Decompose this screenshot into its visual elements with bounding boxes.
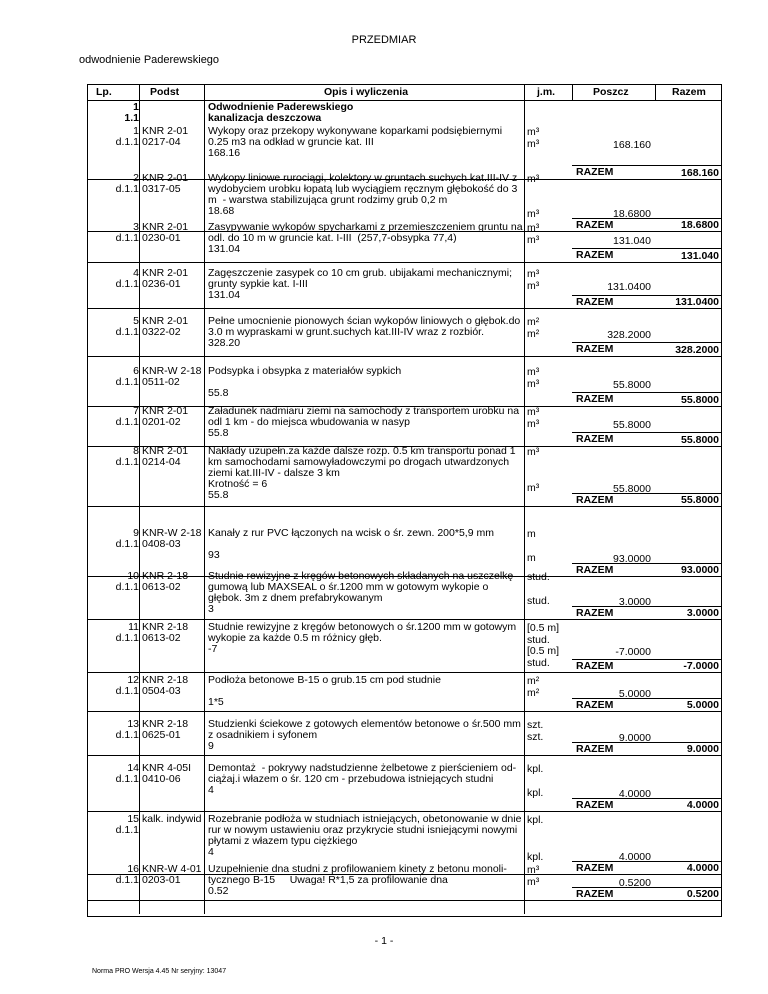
razem-label: RAZEM <box>576 743 614 755</box>
item-jm: m³ <box>527 366 540 378</box>
intro-lp-1: 1 <box>133 101 139 113</box>
item-lp: 2 d.1.1 <box>115 172 139 195</box>
col-opis-header: Opis i wyliczenia <box>324 86 409 98</box>
item-jm: stud. <box>527 595 550 607</box>
item-jm: [0.5 m] stud. <box>527 645 560 669</box>
item-poszczegolne: 0.5200 <box>618 877 651 889</box>
row-divider <box>88 619 721 620</box>
item-jm: m³ <box>527 222 540 234</box>
item-poszczegolne: 328.2000 <box>607 329 651 341</box>
item-jm: szt. <box>527 731 544 743</box>
razem-label: RAZEM <box>576 249 614 261</box>
row-divider <box>88 506 721 507</box>
item-razem: 5.0000 <box>686 699 719 711</box>
item-razem: 4.0000 <box>686 799 719 811</box>
item-razem: 9.0000 <box>686 743 719 755</box>
razem-label: RAZEM <box>576 494 614 506</box>
table-row <box>88 221 721 267</box>
item-jm: m² <box>527 316 540 328</box>
razem-label: RAZEM <box>576 699 614 711</box>
item-podstawa: KNR 2-01 0230-01 <box>142 221 189 244</box>
table-row <box>88 718 721 762</box>
intro-subtitle: kanalizacja deszczowa <box>208 112 322 124</box>
item-opis: Kanały z rur PVC łączonych na wcisk o śr. zewn. 200*5,9 mm 93 <box>208 527 494 561</box>
razem-label: RAZEM <box>576 799 614 811</box>
item-jm: kpl. <box>527 763 544 775</box>
razem-label: RAZEM <box>576 862 614 874</box>
item-opis: Rozebranie podłoża w studniach istniejących, obetonowanie w dnie rur w nowym ustawieniu oraz przykrycie studni isniejącymi nowymi płytami z włazem typu ciężkiego 4 <box>208 813 522 858</box>
row-divider <box>88 900 721 901</box>
item-razem: 131.0400 <box>675 296 719 308</box>
item-jm: kpl. <box>527 787 544 799</box>
item-poszczegolne: 168.160 <box>613 139 651 151</box>
item-podstawa: KNR 2-01 0317-05 <box>142 172 189 195</box>
item-jm: m³ <box>527 126 540 138</box>
row-divider <box>88 308 721 309</box>
razem-label: RAZEM <box>576 660 614 672</box>
item-podstawa: KNR 2-01 0236-01 <box>142 267 189 290</box>
razem-label: RAZEM <box>576 888 614 900</box>
item-lp: 13 d.1.1 <box>115 718 139 741</box>
razem-label: RAZEM <box>576 433 614 445</box>
item-razem: 55.8000 <box>681 494 719 506</box>
item-lp: 1 d.1.1 <box>115 125 139 148</box>
intro-lp-2: 1.1 <box>124 112 139 124</box>
item-lp: 7 d.1.1 <box>115 405 139 428</box>
item-podstawa: KNR 2-01 0214-04 <box>142 445 189 468</box>
item-razem: 4.0000 <box>686 862 719 874</box>
item-podstawa: KNR 2-18 0613-02 <box>142 570 189 593</box>
item-opis: Wykopy liniowe rurociągi, kolektory w gruntach suchych kat.III-IV z wydobyciem urobku łopatą lub wyciągiem ręcznym głębokość do 3 m - warstwa stabilizująca grunt rodzimy grub 0,2 m 18.68 <box>208 172 518 217</box>
item-razem: 18.6800 <box>681 219 719 231</box>
item-jm: m³ <box>527 280 540 292</box>
item-podstawa: KNR 2-01 0322-02 <box>142 315 189 338</box>
item-podstawa: KNR 2-18 0625-01 <box>142 718 189 741</box>
col-divider <box>655 85 656 100</box>
item-jm: m³ <box>527 208 540 220</box>
item-lp: 8 d.1.1 <box>115 445 139 468</box>
row-divider <box>88 262 721 263</box>
item-poszczegolne: 4.0000 <box>618 851 651 863</box>
item-podstawa: KNR 2-18 0504-03 <box>142 674 189 697</box>
item-razem: 328.2000 <box>675 344 719 356</box>
table-row <box>88 125 721 179</box>
item-razem: 3.0000 <box>686 607 719 619</box>
razem-label: RAZEM <box>576 219 614 231</box>
page-number: - 1 - <box>374 935 394 947</box>
item-poszczegolne: 55.8000 <box>613 419 651 431</box>
document-subtitle: odwodnienie Paderewskiego <box>79 54 220 66</box>
document-title: PRZEDMIAR <box>351 34 417 46</box>
item-jm: m³ <box>527 864 540 876</box>
razem-label: RAZEM <box>576 166 614 178</box>
item-lp: 5 d.1.1 <box>115 315 139 338</box>
item-poszczegolne: 18.6800 <box>613 208 651 220</box>
item-lp: 16 d.1.1 <box>115 863 139 886</box>
row-divider <box>88 711 721 712</box>
table-row <box>88 621 721 674</box>
intro-title: Odwodnienie Paderewskiego <box>208 101 354 113</box>
item-razem: 55.8000 <box>681 434 719 446</box>
item-lp: 12 d.1.1 <box>115 674 139 697</box>
item-jm: kpl. <box>527 851 544 863</box>
item-jm: m³ <box>527 378 540 390</box>
item-podstawa: KNR-W 4-01 0203-01 <box>142 863 202 886</box>
item-poszczegolne: 55.8000 <box>613 483 651 495</box>
item-opis: Studnie rewizyjne z kręgów betonowych o śr.1200 mm w gotowym wykopie za każde 0.5 m różnicy głęb. -7 <box>208 621 517 655</box>
item-opis: Uzupełnienie dna studni z profilowaniem kinety z betonu monoli- tycznego B-15 Uwaga! R*1,5 za profilowanie dna 0.52 <box>208 863 507 897</box>
table-row <box>88 315 721 365</box>
item-podstawa: kalk. indywid <box>142 813 202 825</box>
razem-label: RAZEM <box>576 564 614 576</box>
item-opis: Załadunek nadmiaru ziemi na samochody z transportem urobku na odl 1 km - do miejsca wbudowania w nasyp 55.8 <box>208 405 520 439</box>
col-podst-header: Podst <box>150 86 180 98</box>
item-jm: m³ <box>527 446 540 458</box>
row-divider <box>88 356 721 357</box>
col-lp-header: Lp. <box>96 86 112 98</box>
item-opis: Podsypka i obsypka z materiałów sypkich 55.8 <box>208 365 402 399</box>
item-poszczegolne: 5.0000 <box>618 688 651 700</box>
item-poszczegolne: 131.0400 <box>607 281 651 293</box>
item-lp: 14 d.1.1 <box>115 762 139 785</box>
item-poszczegolne: 93.0000 <box>613 553 651 565</box>
item-opis: Zagęszczenie zasypek co 10 cm grub. ubijakami mechanicznymi; grunty sypkie kat. I-III 131.04 <box>208 267 513 301</box>
razem-label: RAZEM <box>576 393 614 405</box>
item-lp: 6 d.1.1 <box>115 365 139 388</box>
item-podstawa: KNR 2-18 0613-02 <box>142 621 189 644</box>
item-lp: 3 d.1.1 <box>115 221 139 244</box>
razem-label: RAZEM <box>576 296 614 308</box>
item-razem: -7.0000 <box>683 660 719 672</box>
item-jm: m³ <box>527 482 540 494</box>
item-jm: m² <box>527 328 540 340</box>
item-opis: Wykopy oraz przekopy wykonywane koparkami podsiębiernymi 0.25 m3 na odkład w gruncie kat. III 168.16 <box>208 125 503 159</box>
item-opis: Podłoża betonowe B-15 o grub.15 cm pod studnie 1*5 <box>208 674 441 708</box>
software-note: Norma PRO Wersja 4.45 Nr seryjny: 13047 <box>92 968 227 975</box>
row-divider <box>88 755 721 756</box>
table-row <box>88 527 721 576</box>
item-razem: 93.0000 <box>681 564 719 576</box>
item-podstawa: KNR-W 2-18 0408-03 <box>142 527 202 550</box>
table-row <box>88 445 721 526</box>
col-jm-header: j.m. <box>537 86 556 98</box>
item-razem: 55.8000 <box>681 394 719 406</box>
item-jm: m³ <box>527 418 540 430</box>
item-opis: Studzienki ściekowe z gotowych elementów betonowe o śr.500 mm z osadnikiem i syfonem 9 <box>208 718 521 752</box>
item-podstawa: KNR 2-01 0217-04 <box>142 125 189 148</box>
item-jm: m³ <box>527 234 540 246</box>
item-lp: 10 d.1.1 <box>115 570 139 593</box>
item-opis: Pełne umocnienie pionowych ścian wykopów liniowych o głębok.do 3.0 m wypraskami w grunt.suchych kat.III-IV wraz z rozbiór. 328.20 <box>208 315 521 349</box>
col-divider <box>572 85 573 100</box>
item-opis: Studnie rewizyjne z kręgów betonowych składanych na uszczelkę gumową lub MAXSEAL o śr.1200 mm w gotowym wykopie o głębok. 3m z dnem prefabrykowanym 3 <box>208 570 514 615</box>
item-jm: [0.5 m] stud. <box>527 622 560 646</box>
item-jm: kpl. <box>527 814 544 826</box>
item-poszczegolne: 131.040 <box>613 235 651 247</box>
table-row <box>88 172 721 231</box>
col-razem-header: Razem <box>672 86 706 98</box>
estimate-table <box>87 84 722 917</box>
table-row <box>88 762 721 813</box>
item-poszczegolne: -7.0000 <box>615 646 651 658</box>
item-opis: Nakłady uzupełn.za każde dalsze rozp. 0.5 km transportu ponad 1 km samochodami samowyładowczymi po drogach utwardzonych ziemi kat.III-IV - dalsze 3 km Krotność = 6 55.8 <box>208 445 516 501</box>
table-row <box>88 570 721 621</box>
table-header <box>88 85 721 101</box>
item-razem: 131.040 <box>681 250 719 262</box>
table-row <box>88 405 721 445</box>
item-lp: 9 d.1.1 <box>115 527 139 550</box>
item-opis: Zasypywanie wykopów spycharkami z przemieszczeniem gruntu na odl. do 10 m w gruncie kat. I-III (257,7-obsypka 77,4) 131.04 <box>208 221 523 255</box>
item-lp: 11 d.1.1 <box>115 621 139 644</box>
item-jm: m³ <box>527 138 540 150</box>
item-jm: m <box>527 528 536 540</box>
item-opis: Demontaż - pokrywy nadstudzienne żelbetowe z pierścieniem od- ciążaj.i włazem o śr. 120 cm - przebudowa istniejących studni 4 <box>208 762 517 796</box>
item-poszczegolne: 9.0000 <box>618 732 651 744</box>
item-jm: m³ <box>527 173 540 185</box>
row-divider <box>88 811 721 812</box>
item-jm: m³ <box>527 876 540 888</box>
item-jm: szt. <box>527 719 544 731</box>
item-lp: 4 d.1.1 <box>115 267 139 290</box>
item-lp: 15 d.1.1 <box>115 813 139 836</box>
razem-label: RAZEM <box>576 343 614 355</box>
item-jm: m³ <box>527 268 540 280</box>
item-jm: stud. <box>527 571 550 583</box>
item-podstawa: KNR 2-01 0201-02 <box>142 405 189 428</box>
item-jm: m <box>527 552 536 564</box>
item-podstawa: KNR 4-05I 0410-06 <box>142 762 192 785</box>
item-podstawa: KNR-W 2-18 0511-02 <box>142 365 202 388</box>
table-row <box>88 267 721 315</box>
item-razem: 0.5200 <box>686 888 719 900</box>
item-razem: 168.160 <box>681 167 719 179</box>
table-row <box>88 365 721 405</box>
row-divider <box>88 672 721 673</box>
table-row <box>88 863 721 915</box>
item-jm: m³ <box>527 406 540 418</box>
item-poszczegolne: 55.8000 <box>613 379 651 391</box>
razem-label: RAZEM <box>576 607 614 619</box>
item-jm: m² <box>527 687 540 699</box>
table-row <box>88 674 721 718</box>
item-poszczegolne: 3.0000 <box>618 596 651 608</box>
col-poszcz-header: Poszcz <box>593 86 629 98</box>
item-poszczegolne: 4.0000 <box>618 788 651 800</box>
item-jm: m² <box>527 675 540 687</box>
